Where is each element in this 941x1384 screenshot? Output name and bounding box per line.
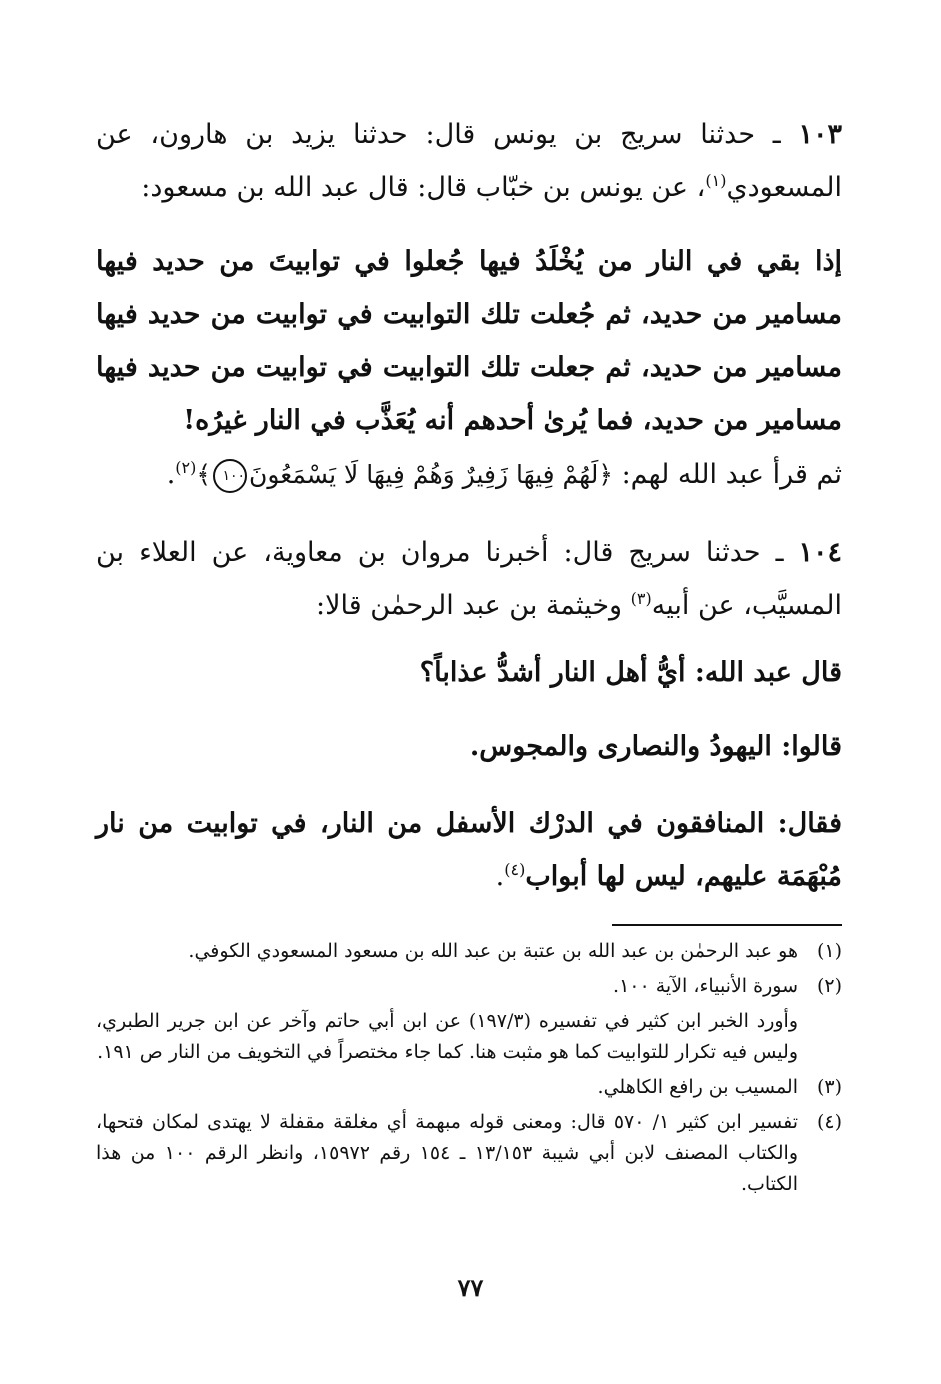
footnote-ref: (١) <box>705 171 727 190</box>
footnote-ref: (٢) <box>175 458 197 477</box>
verse-close: ﴾ <box>196 460 212 489</box>
footnote-ref: (٣) <box>630 589 652 608</box>
footnote <box>96 1072 842 1103</box>
isnad-text: وخيثمة بن عبد الرحمٰن قالا: <box>316 590 631 621</box>
matn-text: قال عبد الله: أيُّ أهل النار أشدُّ عذاباً؟ <box>419 657 842 688</box>
footnote <box>96 971 842 1002</box>
hadith-104-answer <box>96 720 842 773</box>
matn-text: فقال: المنافقون في الدرْك الأسفل من النار، في توابيت من نار مُبْهَمَة عليهم، ليس لها أبواب <box>96 808 842 892</box>
hadith-104-question <box>96 646 842 699</box>
footnote-divider <box>612 924 842 926</box>
hadith-103-isnad <box>96 108 842 214</box>
footnote-continuation: وأورد الخبر ابن كثير في تفسيره (١٩٧/٣) عن ابن أبي حاتم وآخر عن ابن جرير الطبري، وليس فيه تكرار للتوابيت كما هو مثبت هنا. كما جاء مختصراً في التخويف من النار ص ١٩١. <box>96 1010 798 1063</box>
isnad-text: ـ حدثنا سريج بن يونس قال: حدثنا يزيد بن هارون، عن المسعودي <box>96 119 842 203</box>
quran-verse: ﴿لَهُمْ فِيهَا زَفِيرٌ وَهُمْ فِيهَا لَا يَسْمَعُونَ <box>249 460 613 489</box>
end-mark: . <box>495 861 505 892</box>
hadith-103-matn <box>96 235 842 447</box>
footnote <box>96 936 842 967</box>
footnote <box>96 1107 842 1200</box>
footnote-number: (١) <box>816 940 842 962</box>
page-number: ٧٧ <box>457 1273 484 1302</box>
footnote-ref: (٤) <box>504 860 526 879</box>
hadith-number: ١٠٤ <box>798 537 842 568</box>
hadith-104-reply <box>96 797 842 903</box>
isnad-text: ـ حدثنا سريج قال: أخبرنا مروان بن معاوية، عن العلاء بن المسيَّب، عن أبيه <box>96 537 842 621</box>
matn-text: قالوا: اليهودُ والنصارى والمجوس. <box>469 731 842 762</box>
footnote-text: سورة الأنبياء، الآية ١٠٠. <box>613 975 798 997</box>
hadith-103-recitation <box>96 448 842 501</box>
footnotes <box>96 936 842 1204</box>
footnote-number: (٤) <box>816 1111 842 1133</box>
end-mark: . <box>166 459 176 490</box>
footnote-number: (٢) <box>816 975 842 997</box>
hadith-number: ١٠٣ <box>798 119 842 150</box>
isnad-text: ، عن يونس بن خبّاب قال: قال عبد الله بن مسعود: <box>141 172 706 203</box>
footnote-number: (٣) <box>816 1076 842 1098</box>
hadith-104-isnad <box>96 526 842 632</box>
footnote-text: المسيب بن رافع الكاهلي. <box>597 1076 798 1098</box>
ayah-number-icon: ١٠٠ <box>213 459 247 493</box>
footnote-text: هو عبد الرحمٰن بن عبد الله بن عتبة بن عبد الله بن مسعود المسعودي الكوفي. <box>188 940 798 962</box>
recitation-intro: ثم قرأ عبد الله لهم: <box>612 459 842 490</box>
matn-text: إذا بقي في النار من يُخْلَدُ فيها جُعلوا في توابيتَ من حديد فيها مسامير من حديد، ثم جُعلت تلك التوابيت في توابيت من حديد فيها مسامير من حديد، ثم جعلت تلك التوابيت في توابيت من حديد فيها مسامير من حديد، فما يُرىٰ أحدهم أنه يُعَذَّب في النار غيرُه! <box>96 246 842 436</box>
footnote-text: تفسير ابن كثير ١/ ٥٧٠ قال: ومعنى قوله مبهمة أي مغلقة مقفلة لا يهتدى لمكان فتحها، والكتاب المصنف لابن أبي شيبة ١٣/١٥٣ ـ ١٥٤ رقم ١٥٩٧٢، وانظر الرقم ١٠٠ من هذا الكتاب. <box>96 1111 799 1195</box>
